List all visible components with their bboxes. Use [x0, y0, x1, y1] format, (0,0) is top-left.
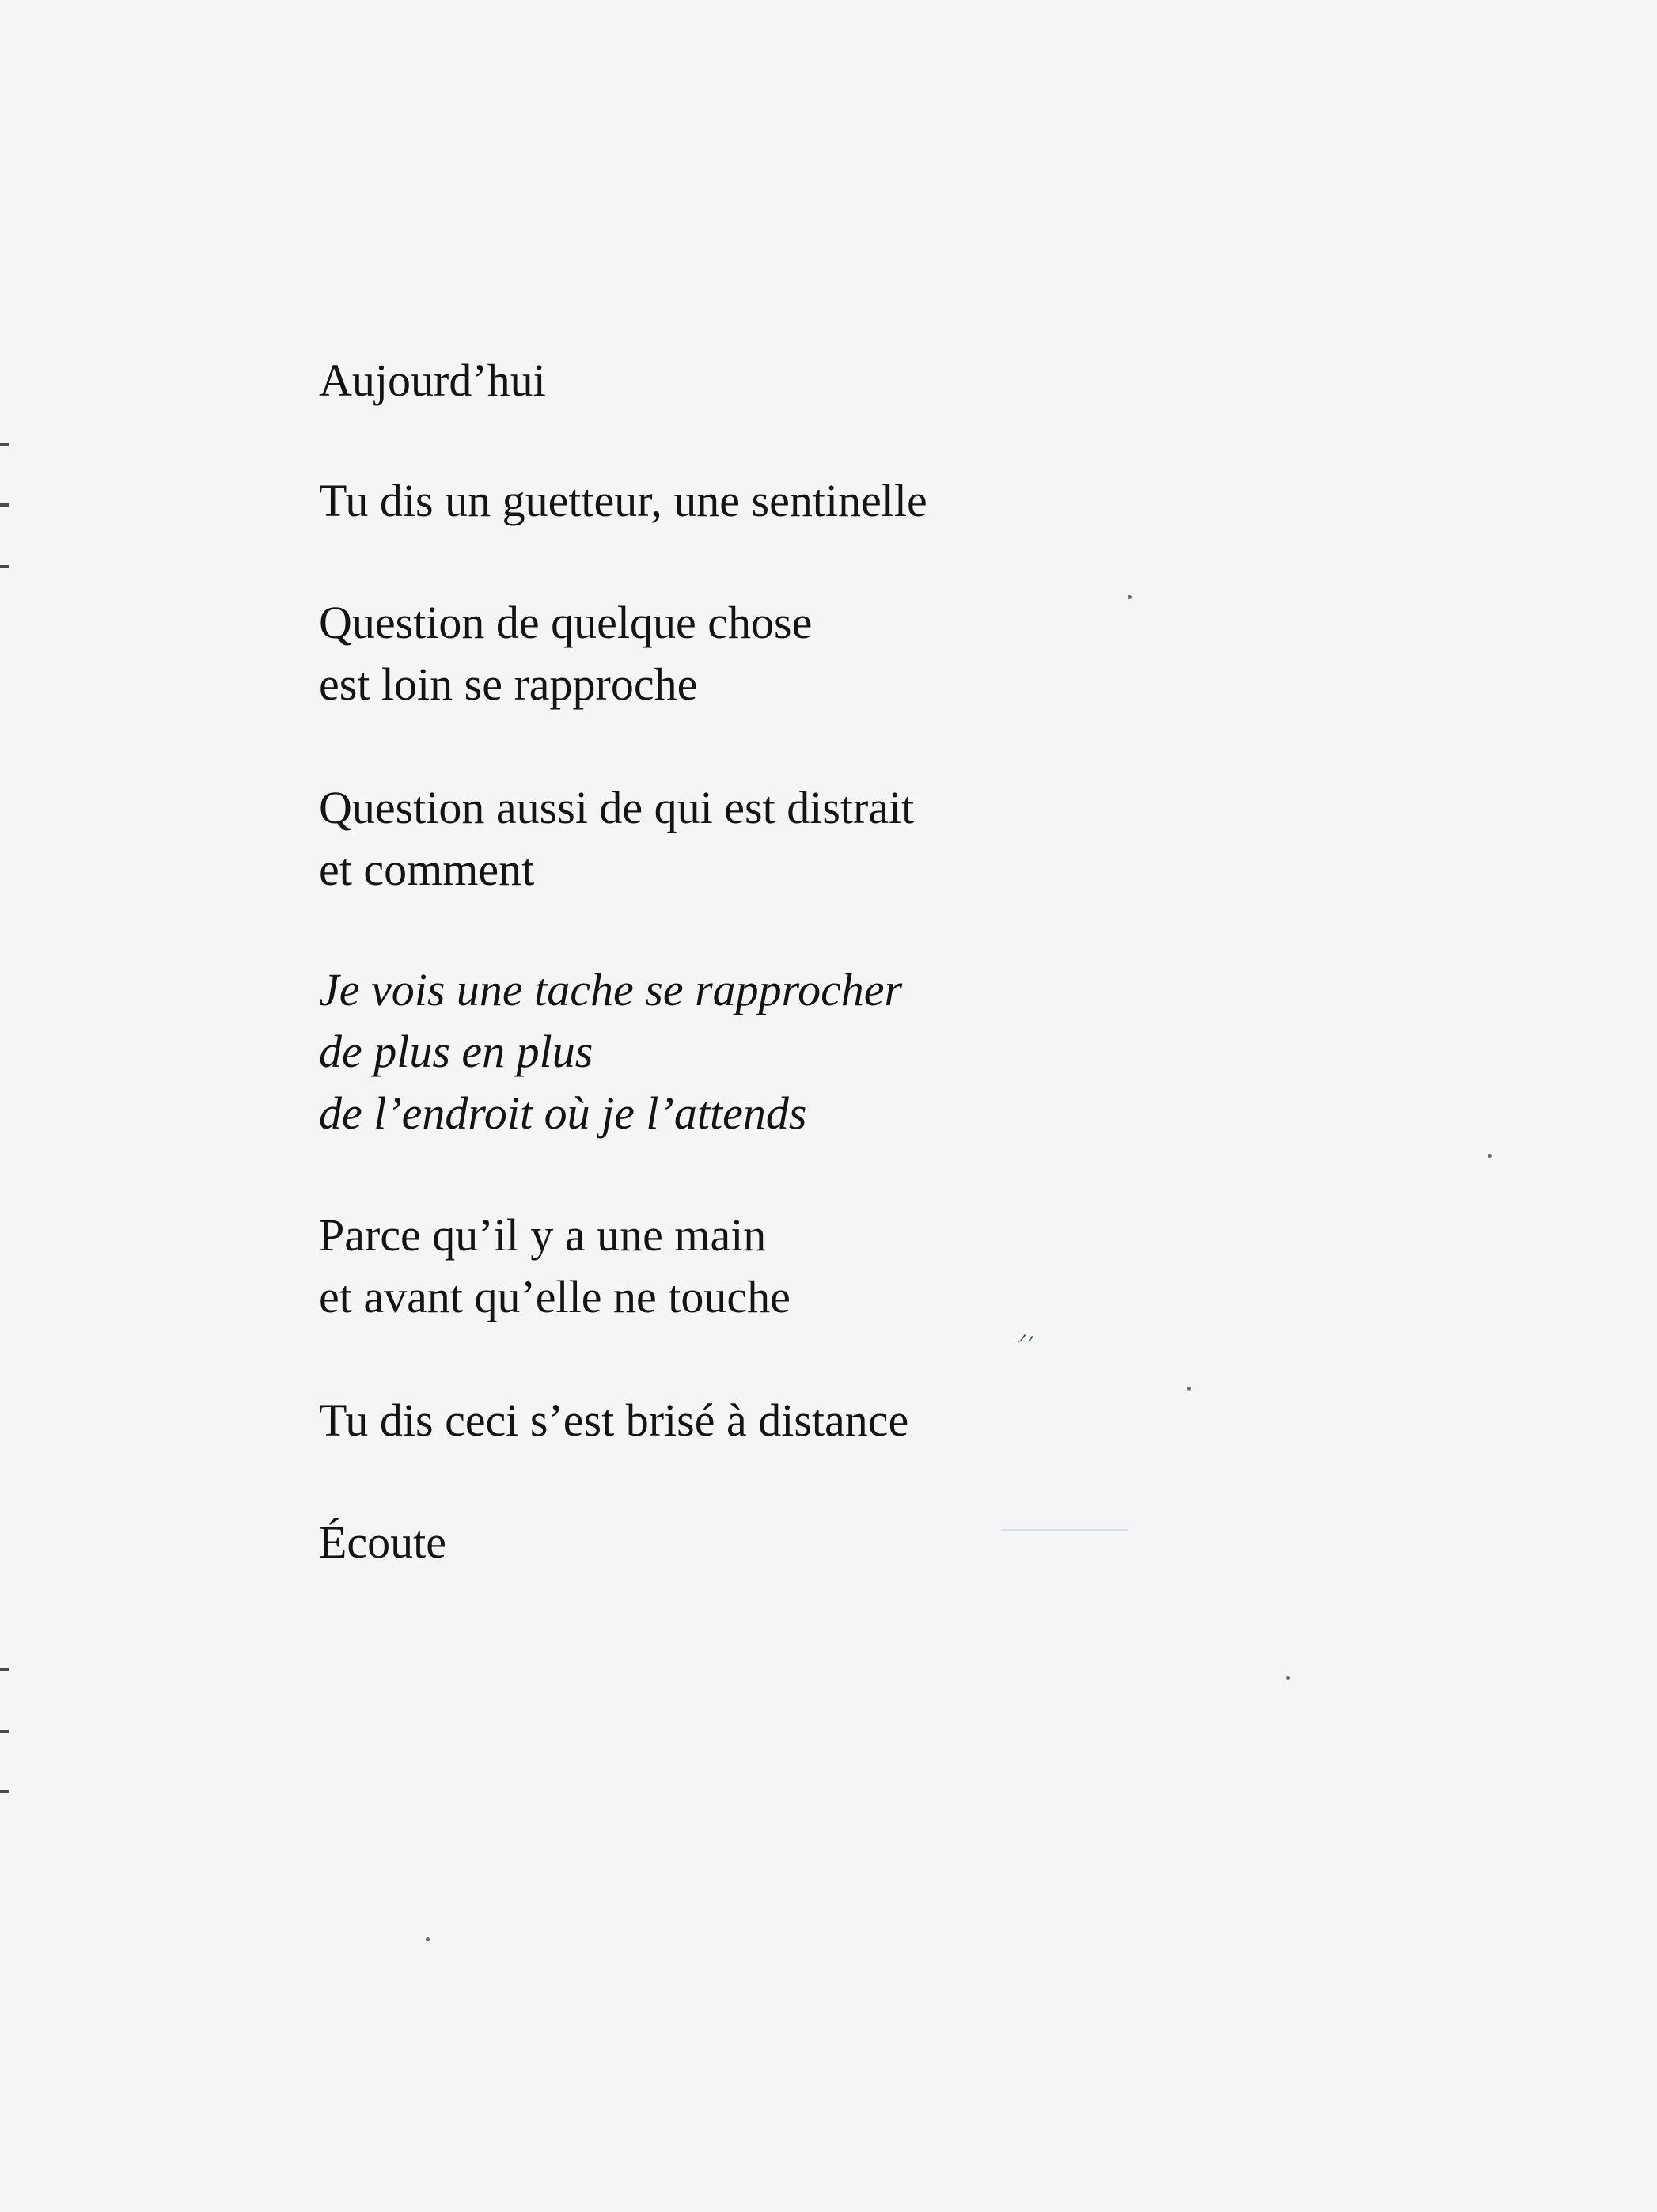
poem-title: Aujourd’hui [319, 355, 546, 406]
dust-speck [1286, 1676, 1290, 1680]
poem-line: Écoute [319, 1516, 447, 1568]
poem-line: est loin se rapproche [319, 658, 698, 710]
binding-hole-mark [0, 565, 9, 568]
faint-mark [1001, 1529, 1128, 1531]
binding-hole-mark [0, 1790, 9, 1793]
poem-line-italic: de plus en plus [319, 1026, 593, 1077]
poem-line: et avant qu’elle ne touche [319, 1271, 791, 1322]
dust-speck [1128, 595, 1132, 599]
dust-speck [426, 1937, 430, 1941]
ink-mark-icon: ⺈ [1017, 1333, 1036, 1355]
poem-line: Tu dis un guetteur, une sentinelle [319, 475, 927, 526]
poem-line: Question de quelque chose [319, 597, 813, 648]
poem-line-italic: de l’endroit où je l’attends [319, 1087, 807, 1139]
poem-line: Question aussi de qui est distrait [319, 782, 915, 833]
poem-line-italic: Je vois une tache se rapprocher [319, 964, 903, 1015]
binding-hole-mark [0, 443, 9, 446]
dust-speck [1187, 1387, 1191, 1391]
binding-hole-mark [0, 503, 9, 507]
binding-hole-mark [0, 1668, 9, 1671]
poem-line: Parce qu’il y a une main [319, 1209, 767, 1261]
binding-hole-mark [0, 1730, 9, 1733]
poem-line: Tu dis ceci s’est brisé à distance [319, 1394, 909, 1446]
poem-line: et comment [319, 844, 535, 895]
dust-speck [1488, 1154, 1492, 1158]
